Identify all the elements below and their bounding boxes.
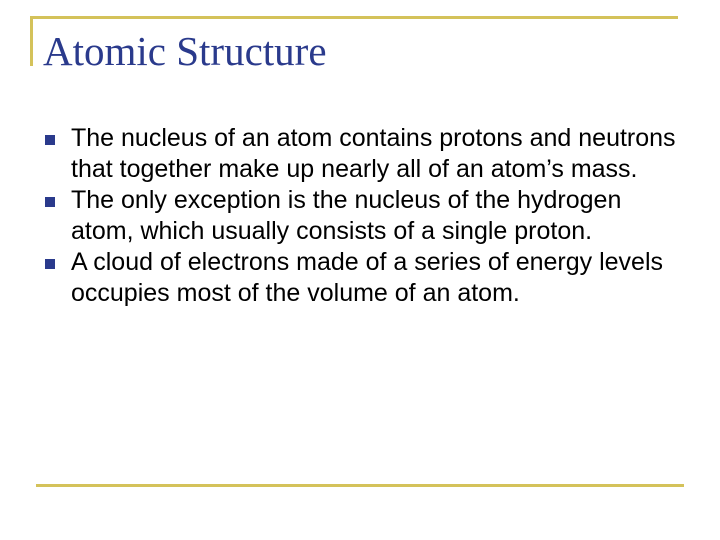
- square-bullet-icon: [45, 135, 55, 145]
- bullet-item: [45, 185, 685, 247]
- square-bullet-icon: [45, 197, 55, 207]
- slide-title: Atomic Structure: [43, 28, 327, 74]
- title-rule-left: [30, 16, 33, 66]
- square-bullet-icon: [45, 259, 55, 269]
- bullet-item: [45, 247, 685, 309]
- bullet-list: [45, 123, 685, 309]
- bullet-item: [45, 123, 685, 185]
- bottom-rule: [36, 484, 684, 487]
- bullet-text: The only exception is the nucleus of the hydrogen atom, which usually consists of a single proton.: [71, 186, 622, 245]
- bullet-text: The nucleus of an atom contains protons and neutrons that together make up nearly all of an atom’s mass.: [71, 124, 676, 183]
- title-rule-top: [32, 16, 678, 19]
- bullet-text: A cloud of electrons made of a series of energy levels occupies most of the volume of an atom.: [71, 248, 663, 307]
